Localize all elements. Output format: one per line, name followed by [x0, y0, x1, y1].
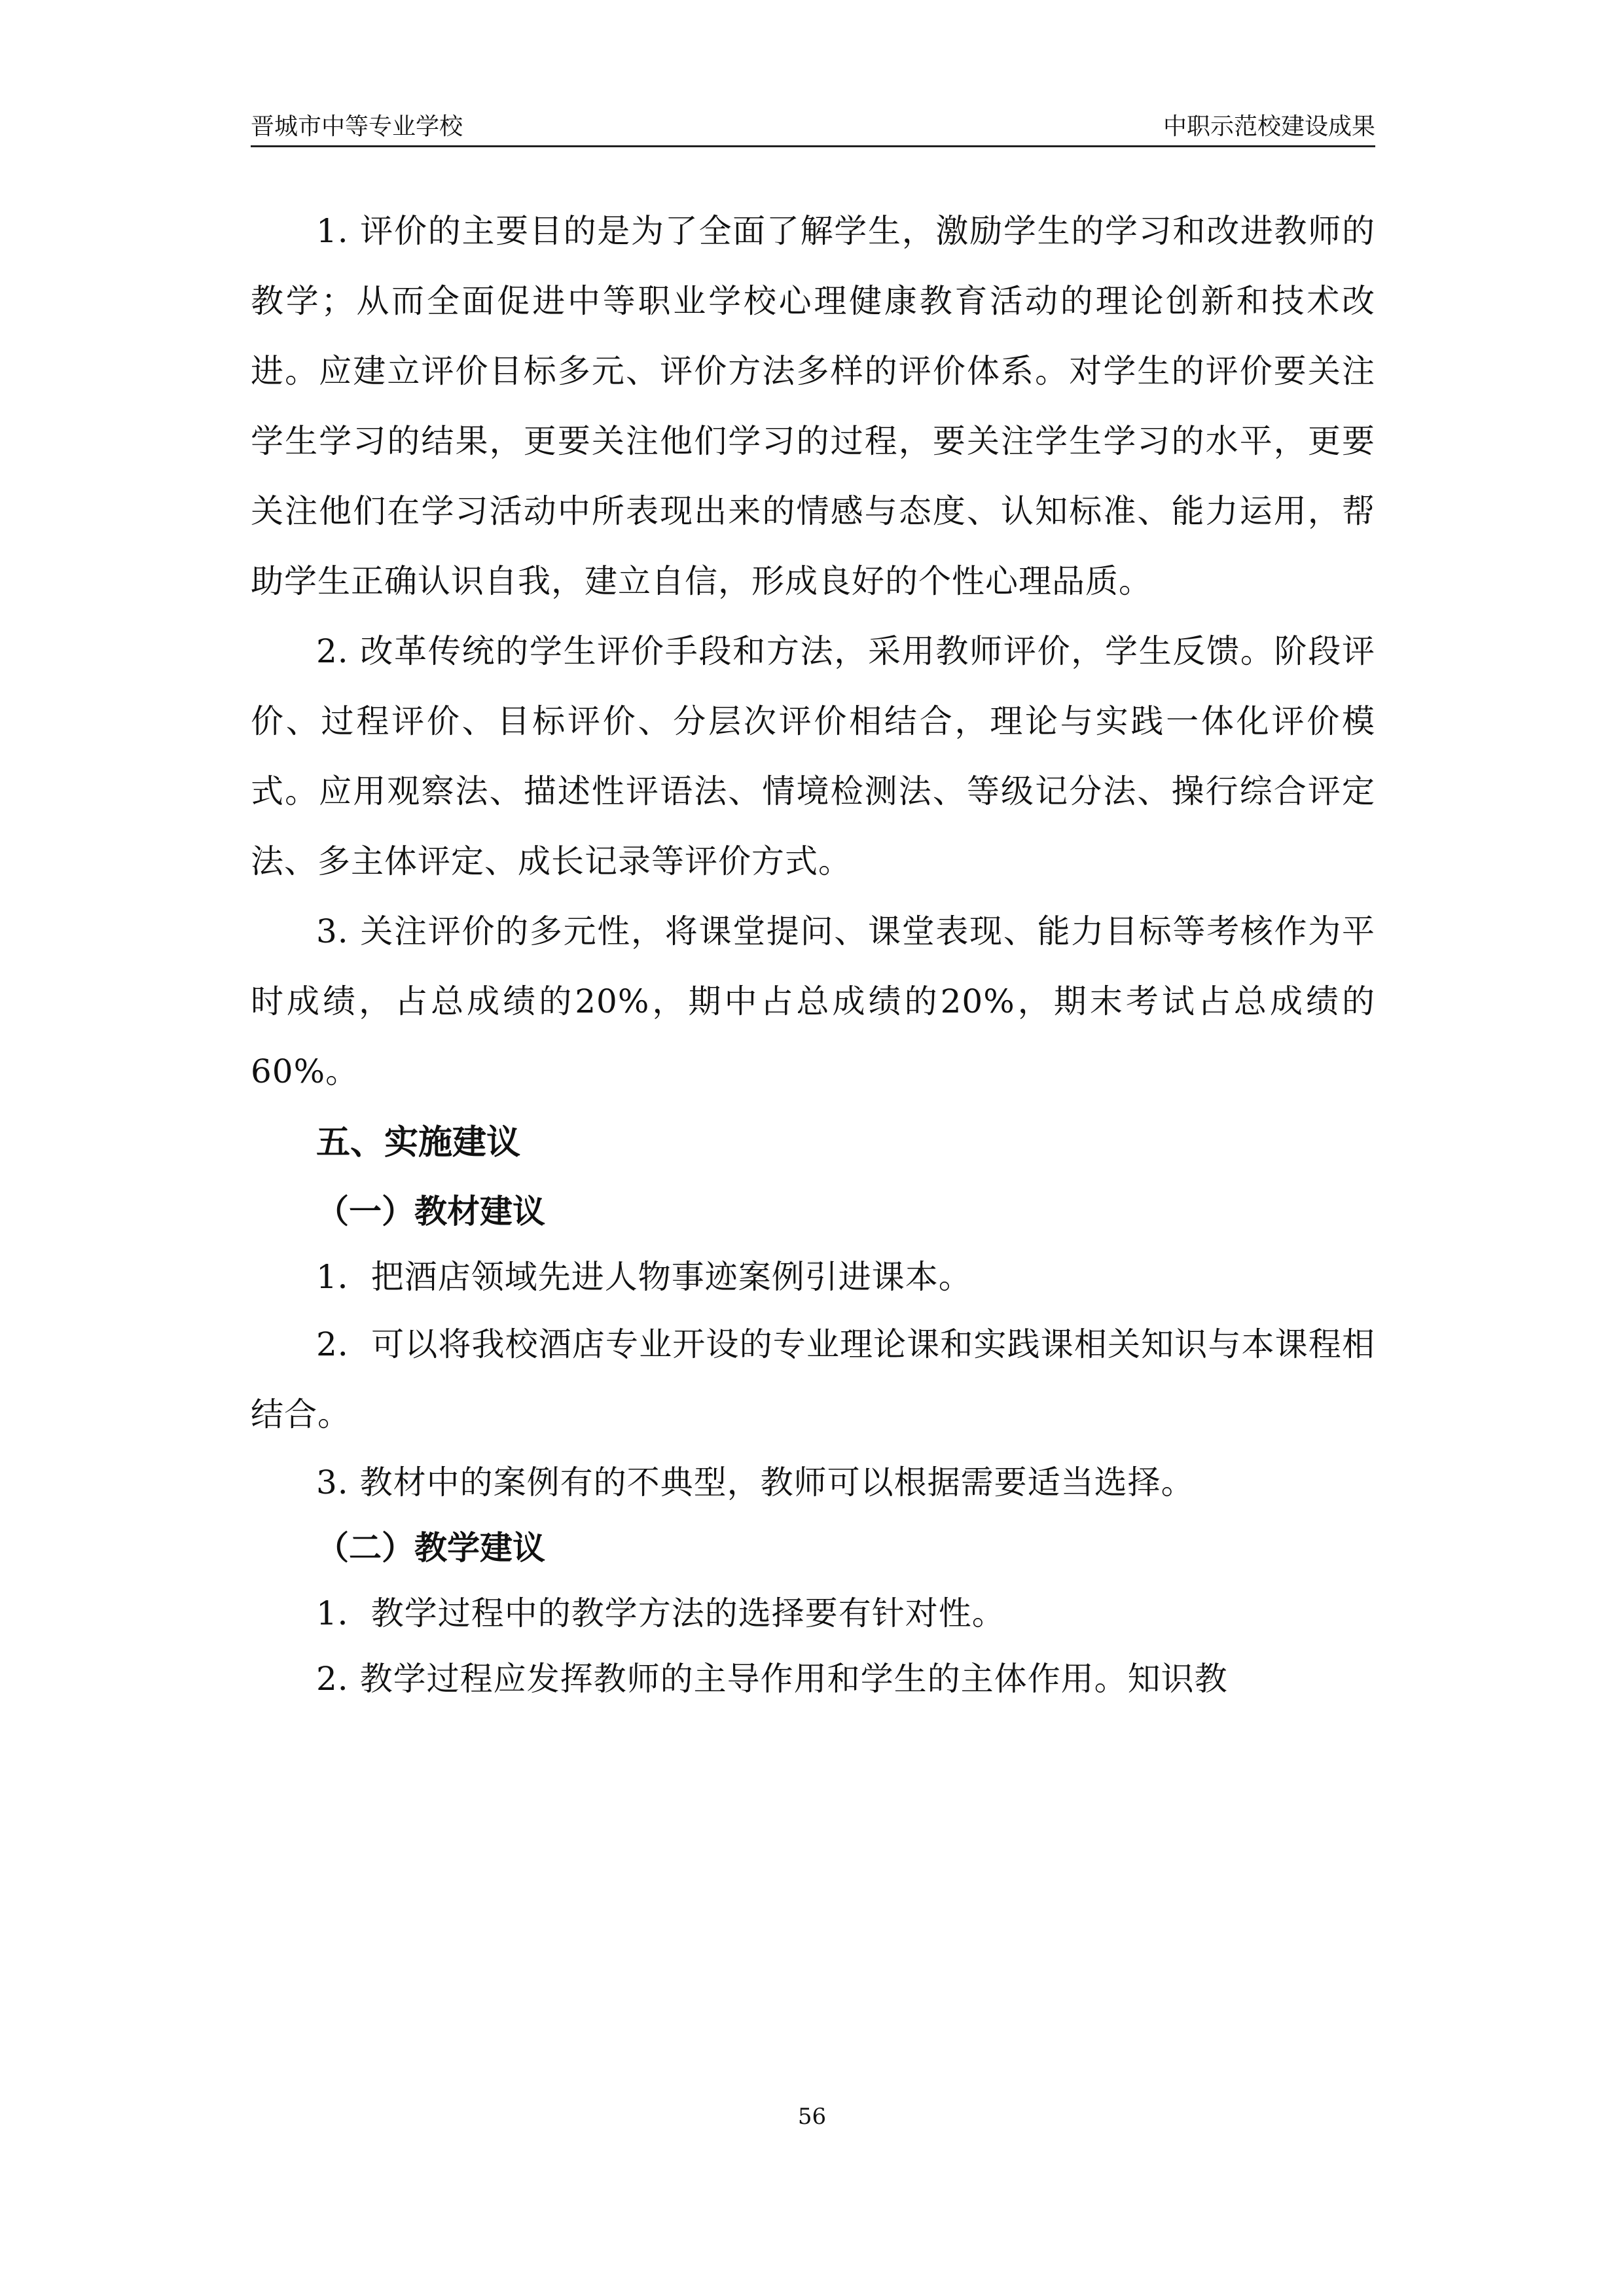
- subsection-heading-textbook: （一）教材建议: [316, 1193, 545, 1230]
- subsection-heading-teaching: （二）教学建议: [316, 1529, 545, 1567]
- document-body: [251, 196, 1375, 1712]
- paragraph-textbook-3: 3. 教材中的案例有的不典型，教师可以根据需要适当选择。: [316, 1463, 1195, 1501]
- section-heading-implementation: 五、实施建议: [316, 1123, 521, 1162]
- paragraph-evaluation-purpose: 1. 评价的主要目的是为了全面了解学生，激励学生的学习和改进教师的教学；从而全面促进中等职业学校心理健康教育活动的理论创新和技术改进。应建立评价目标多元、评价方法多样的评价体系。对学生的评价要关注学生学习的结果，更要关注他们学习的过程，要关注学生学习的水平，更要关注他们在学习活动中所表现出来的情感与态度、认知标准、能力运用，帮助学生正确认识自我，建立自信，形成良好的个性心理品质。: [251, 212, 1375, 600]
- header-school-name: 晋城市中等专业学校: [251, 113, 463, 140]
- paragraph-textbook-1: 1．把酒店领域先进人物事迹案例引进课本。: [316, 1258, 972, 1296]
- paragraph-teaching-1: 1．教学过程中的教学方法的选择要有针对性。: [316, 1594, 1005, 1632]
- page-header: [251, 113, 1375, 147]
- paragraph-evaluation-diversity: 3. 关注评价的多元性，将课堂提问、课堂表现、能力目标等考核作为平时成绩，占总成绩的20%，期中占总成绩的20%，期末考试占总成绩的60%。: [251, 912, 1375, 1090]
- paragraph-textbook-2: 2．可以将我校酒店专业开设的专业理论课和实践课相关知识与本课程相结合。: [251, 1325, 1375, 1433]
- paragraph-teaching-2: 2. 教学过程应发挥教师的主导作用和学生的主体作用。知识教: [316, 1660, 1228, 1698]
- paragraph-evaluation-methods: 2. 改革传统的学生评价手段和方法，采用教师评价，学生反馈。阶段评价、过程评价、目标评价、分层次评价相结合，理论与实践一体化评价模式。应用观察法、描述性评语法、情境检测法、等级记分法、操行综合评定法、多主体评定、成长记录等评价方式。: [251, 632, 1375, 880]
- header-document-title: 中职示范校建设成果: [1163, 113, 1375, 140]
- page-number: 56: [797, 2104, 827, 2130]
